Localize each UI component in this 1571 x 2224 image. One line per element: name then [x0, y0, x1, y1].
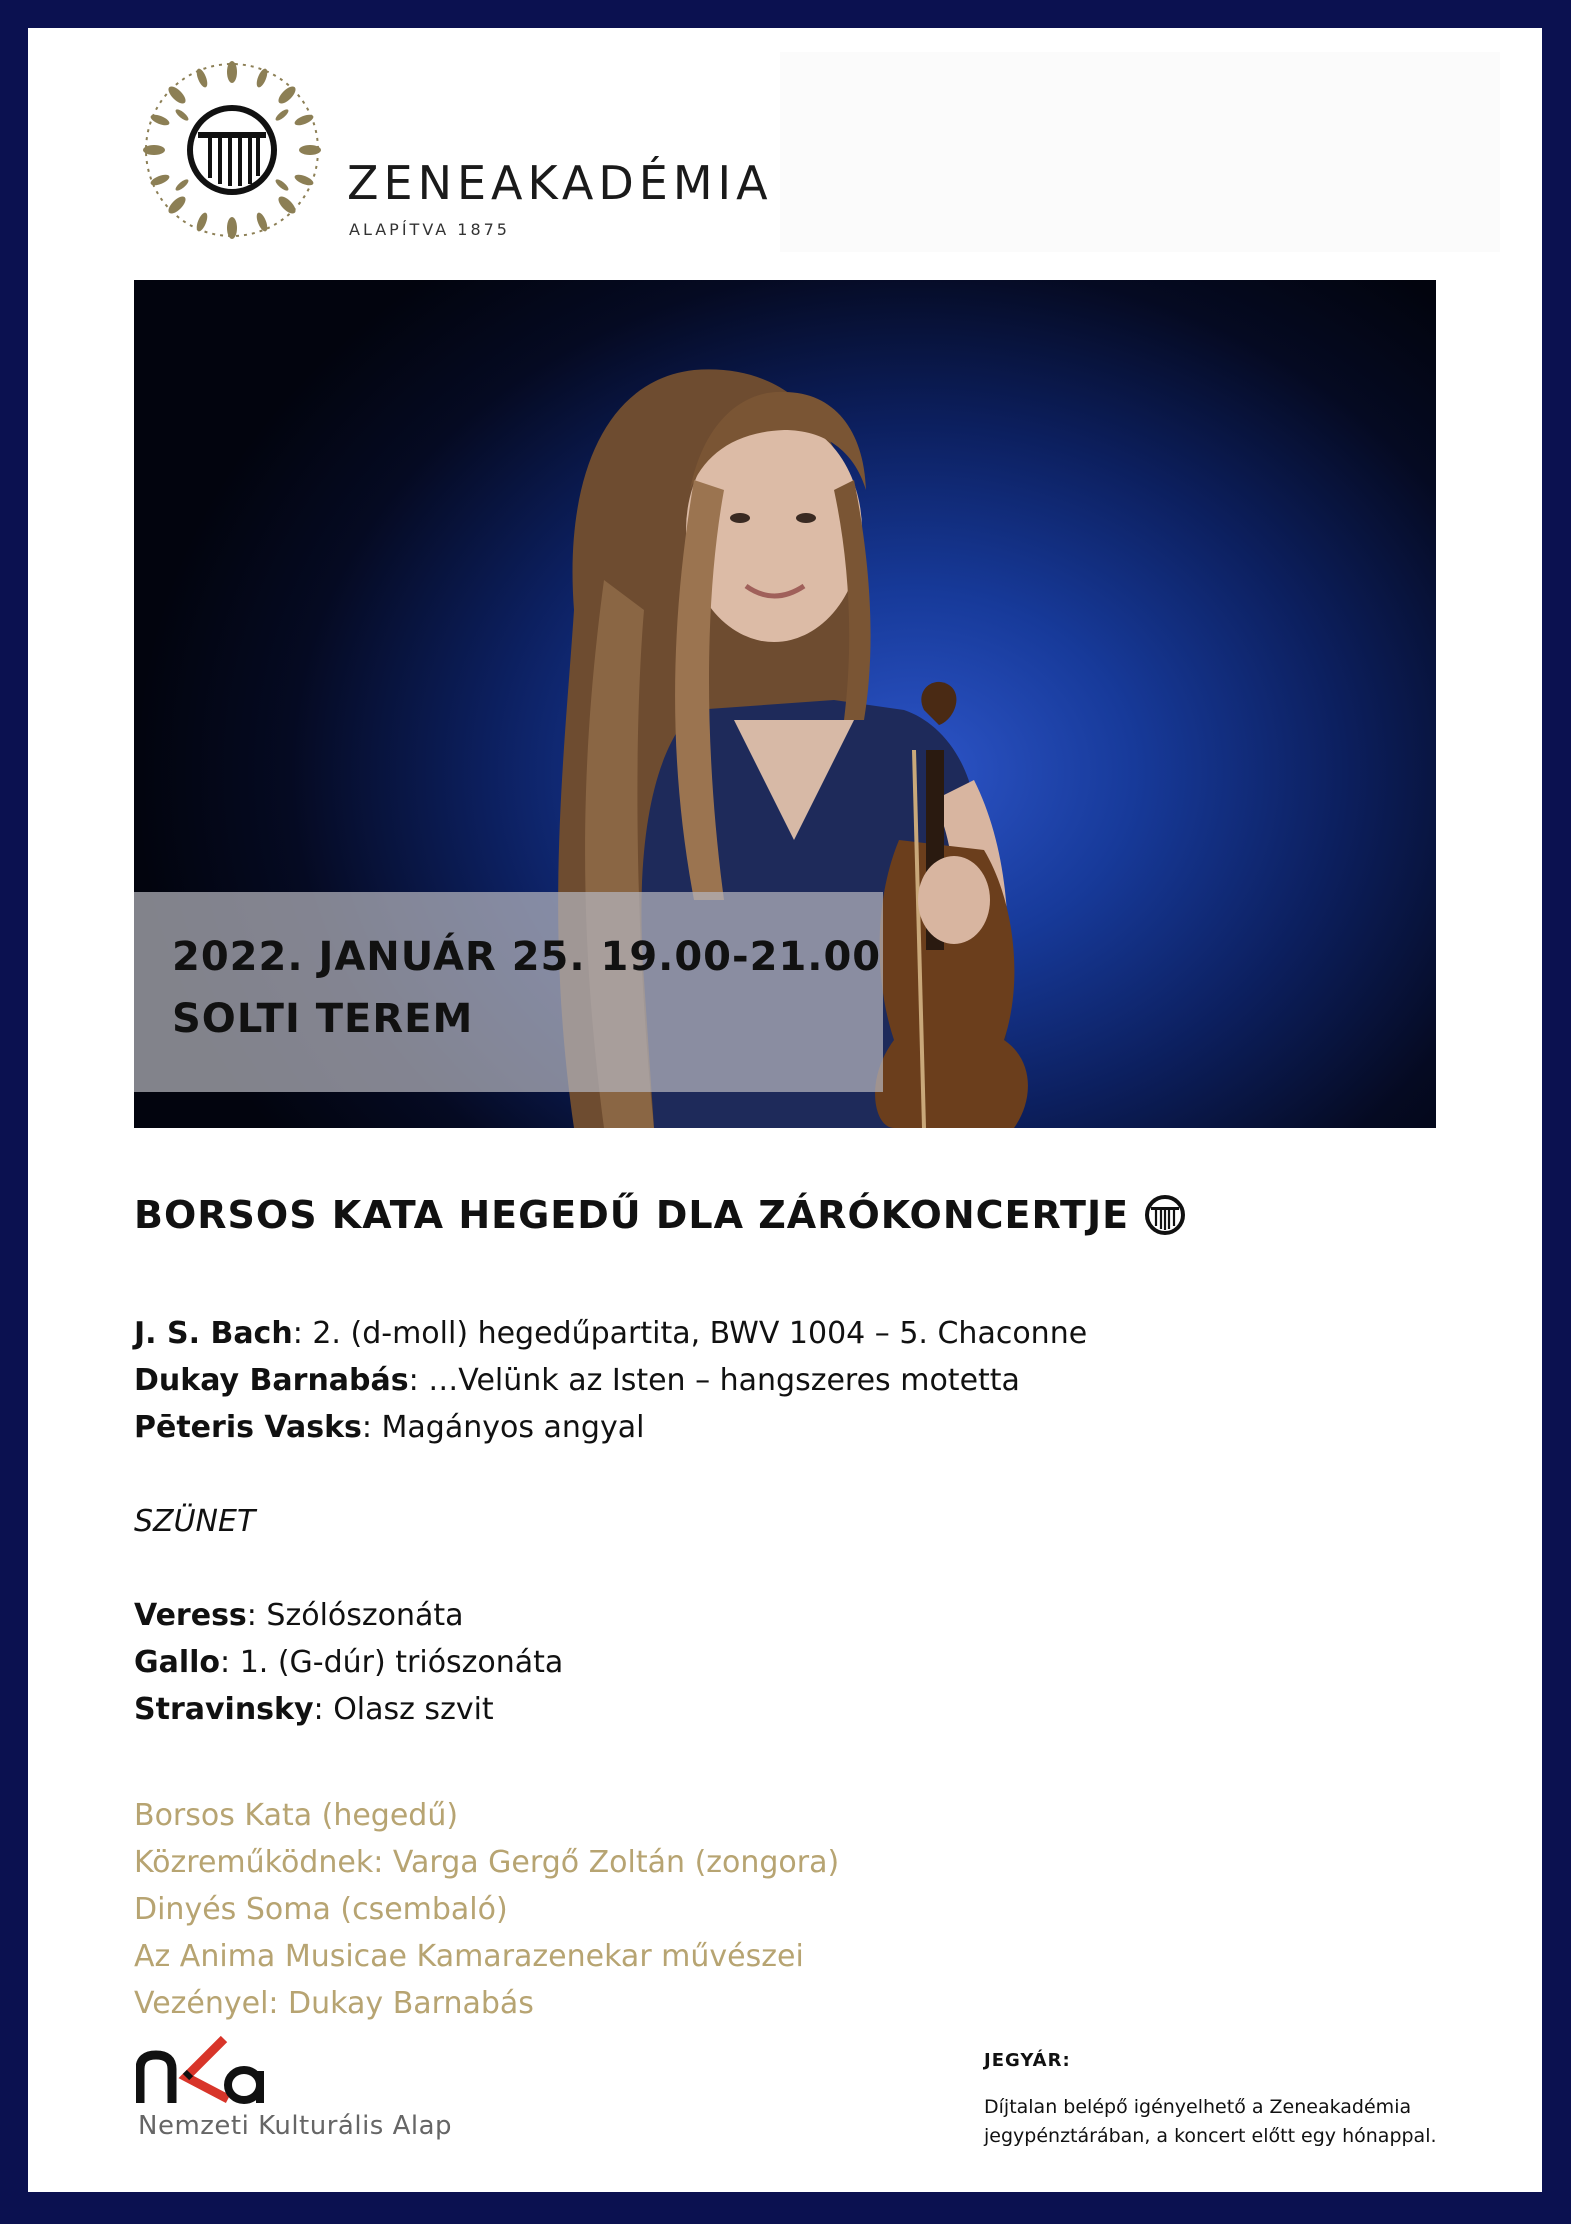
program-item	[134, 1357, 1434, 1404]
header-blank-area	[780, 52, 1500, 252]
program-item	[134, 1404, 1434, 1451]
performer: Borsos Kata (hegedű)	[134, 1798, 459, 1833]
work: : Magányos angyal	[361, 1410, 645, 1445]
performer: Közreműködnek: Varga Gergő Zoltán (zongora)	[134, 1845, 840, 1880]
lyre-wreath-logo-icon	[142, 60, 322, 240]
concert-title-text: BORSOS KATA HEGEDŰ DLA ZÁRÓKONCERTJE	[134, 1193, 1130, 1237]
composer: Gallo	[134, 1645, 221, 1680]
work: : Szólószonáta	[246, 1598, 464, 1633]
composer: Dukay Barnabás	[134, 1363, 409, 1398]
performer: Dinyés Soma (csembaló)	[134, 1892, 508, 1927]
work: : …Velünk az Isten – hangszeres motetta	[408, 1363, 1020, 1398]
ticket-info	[984, 2050, 1504, 2151]
brand-name: ZENEAKADÉMIA	[347, 156, 773, 210]
ticket-heading: JEGYÁR:	[984, 2050, 1071, 2071]
work: : Olasz szvit	[313, 1692, 494, 1727]
ticket-line-1: Díjtalan belépő igényelhető a Zeneakadémia	[984, 2096, 1412, 2118]
brand-subtitle: ALAPÍTVA 1875	[349, 220, 510, 239]
zeneakademia-logo	[142, 58, 773, 248]
program-list	[134, 1310, 1434, 1733]
composer: Pēteris Vasks	[134, 1410, 362, 1445]
work: : 1. (G-dúr) triószonáta	[220, 1645, 564, 1680]
work: : 2. (d-moll) hegedűpartita, BWV 1004 – 5. Chaconne	[292, 1316, 1088, 1351]
lyre-icon	[1143, 1193, 1187, 1237]
performer: Az Anima Musicae Kamarazenekar művészei	[134, 1939, 804, 1974]
composer: Stravinsky	[134, 1692, 314, 1727]
violinist-photo	[134, 280, 1436, 1128]
program-item	[134, 1639, 1434, 1686]
ticket-line-2: jegypénztárában, a koncert előtt egy hónappal.	[984, 2125, 1437, 2147]
event-info-box	[134, 892, 883, 1092]
program-item	[134, 1686, 1434, 1733]
event-datetime: 2022. JANUÁR 25. 19.00-21.00	[172, 934, 882, 980]
intermission: SZÜNET	[134, 1504, 256, 1539]
sponsor-name: Nemzeti Kulturális Alap	[138, 2111, 453, 2141]
program-item	[134, 1310, 1434, 1357]
poster-page	[28, 28, 1542, 2192]
nka-logo-icon	[136, 2033, 276, 2113]
program-item	[134, 1592, 1434, 1639]
event-venue: SOLTI TEREM	[172, 996, 474, 1042]
performers-list	[134, 1792, 1434, 2027]
concert-title	[134, 1193, 1187, 1237]
nka-logo	[136, 2033, 496, 2153]
performer: Vezényel: Dukay Barnabás	[134, 1986, 534, 2021]
composer: J. S. Bach	[134, 1316, 293, 1351]
composer: Veress	[134, 1598, 247, 1633]
